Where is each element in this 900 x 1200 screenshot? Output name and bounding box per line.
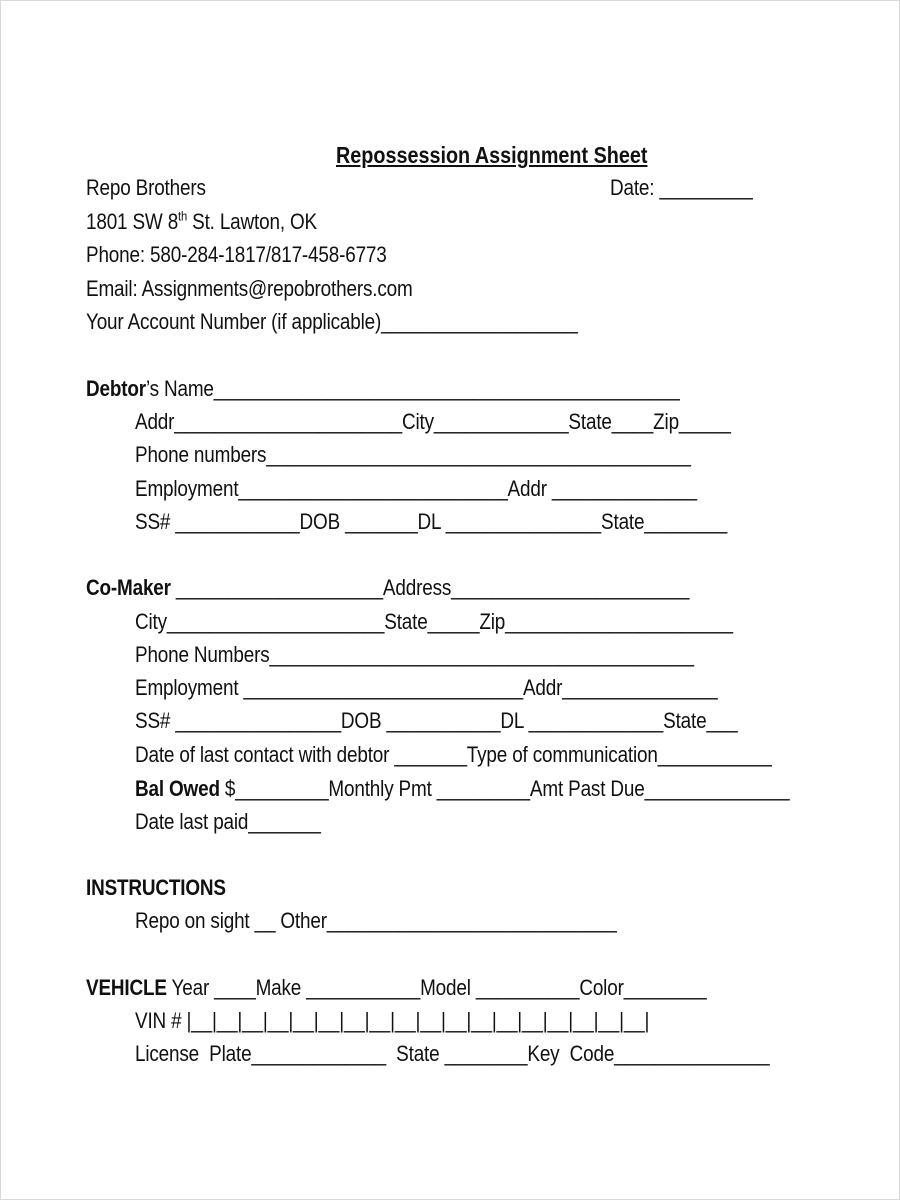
repo-instructions-field[interactable]: Repo on sight __ Other____________________________ bbox=[135, 908, 617, 933]
debtor-id-field[interactable]: SS# ____________DOB _______DL _______________State________ bbox=[135, 509, 728, 534]
company-phone: Phone: 580-284-1817/817-458-6773 bbox=[86, 242, 387, 267]
debtor-name-field[interactable] bbox=[86, 375, 680, 403]
comaker-name-line: ____________________Address_______________________ bbox=[170, 575, 690, 600]
comaker-name-field[interactable] bbox=[86, 574, 689, 602]
company-address bbox=[86, 208, 317, 236]
comaker-phone-field[interactable]: Phone Numbers_________________________________________ bbox=[135, 642, 694, 667]
vehicle-field[interactable] bbox=[86, 974, 707, 1002]
instructions-heading: INSTRUCTIONS bbox=[86, 875, 226, 900]
debtor-address-field[interactable]: Addr______________________City_____________State____Zip_____ bbox=[135, 409, 731, 434]
last-contact-field[interactable]: Date of last contact with debtor _______Type of communication___________ bbox=[135, 742, 772, 767]
comaker-label: Co-Maker bbox=[86, 575, 171, 600]
date-last-paid-field[interactable]: Date last paid_______ bbox=[135, 809, 321, 834]
account-number-field[interactable]: Your Account Number (if applicable)___________________ bbox=[86, 309, 578, 334]
address-city: St. Lawton, OK bbox=[187, 209, 317, 234]
comaker-id-field[interactable]: SS# ________________DOB ___________DL _____________State___ bbox=[135, 708, 738, 733]
debtor-phone-field[interactable]: Phone numbers_________________________________________ bbox=[135, 442, 691, 467]
company-name: Repo Brothers bbox=[86, 175, 206, 200]
address-ordinal: th bbox=[178, 208, 188, 224]
date-field[interactable]: Date: _________ bbox=[610, 175, 753, 200]
debtor-name-line: ’s Name_____________________________________________ bbox=[145, 376, 680, 401]
vehicle-line: Year ____Make ___________Model __________Color________ bbox=[166, 975, 707, 1000]
comaker-employment-field[interactable]: Employment ___________________________Addr_______________ bbox=[135, 675, 718, 700]
comaker-city-field[interactable]: City_____________________State_____Zip______________________ bbox=[135, 609, 733, 634]
address-street: 1801 SW 8 bbox=[86, 209, 179, 234]
form-title: Repossession Assignment Sheet bbox=[336, 142, 648, 168]
balance-field[interactable] bbox=[135, 775, 789, 803]
bal-owed-label: Bal Owed bbox=[135, 776, 220, 801]
vin-field[interactable]: VIN # |__|__|__|__|__|__|__|__|__|__|__|__|__|__|__|__|__|__| bbox=[135, 1008, 650, 1033]
balance-line: $_________Monthly Pmt _________Amt Past Due______________ bbox=[219, 776, 790, 801]
license-plate-field[interactable]: License Plate_____________ State ________Key Code_______________ bbox=[135, 1041, 770, 1066]
debtor-label: Debtor bbox=[86, 376, 146, 401]
vehicle-label: VEHICLE bbox=[86, 975, 167, 1000]
debtor-employment-field[interactable]: Employment__________________________Addr ______________ bbox=[135, 476, 697, 501]
company-email: Email: Assignments@repobrothers.com bbox=[86, 276, 413, 301]
